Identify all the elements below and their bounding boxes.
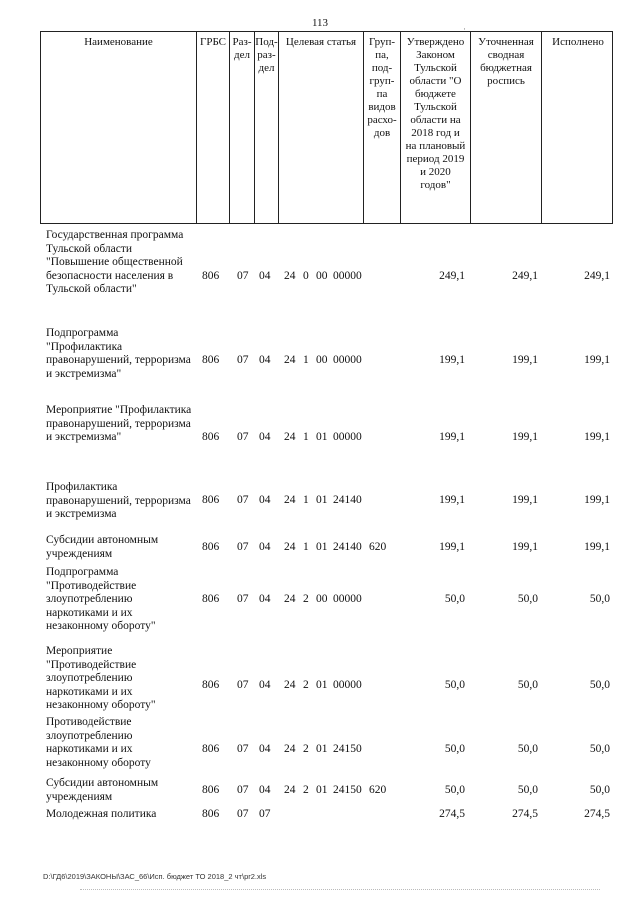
header-approved: Утверждено Законом Тульской области "О бюджете Тульской области на 2018 год и на плановый период 2019 и 2020 годов" (400, 32, 470, 223)
cell-refined: 199,1 (512, 431, 538, 443)
row-name: Мероприятие "Профилактика правонарушений, терроризма и экстремизма" (46, 404, 192, 443)
cell-grbs: 806 (202, 270, 220, 282)
cell-grbs: 806 (202, 494, 220, 506)
cell-refined: 199,1 (512, 541, 538, 553)
cell-rz: 07 (237, 784, 249, 796)
header-grbs: ГРБС (196, 32, 229, 223)
cell-refined: 50,0 (517, 593, 538, 605)
cell-cs1: 24 (284, 431, 296, 443)
cell-executed: 249,1 (584, 270, 610, 282)
cell-executed: 50,0 (589, 743, 610, 755)
cell-pr: 04 (259, 679, 271, 691)
row-name: Подпрограмма "Противодействие злоупотреблению наркотиками и их незаконному обороту" (46, 566, 156, 632)
cell-pr: 04 (259, 270, 271, 282)
cell-rz: 07 (237, 494, 249, 506)
cell-cs4: 24140 (333, 541, 362, 553)
cell-cs4: 24150 (333, 743, 362, 755)
row-name: Субсидии автономным учреждениям (46, 777, 159, 803)
header-target-article: Целевая статья (278, 32, 363, 223)
cell-cs3: 00 (316, 270, 328, 282)
cell-cs3: 00 (316, 593, 328, 605)
cell-cs4: 00000 (333, 354, 362, 366)
cell-grbs: 806 (202, 784, 220, 796)
cell-pr: 07 (259, 808, 271, 820)
cell-grbs: 806 (202, 808, 220, 820)
table-header (40, 31, 613, 224)
cell-pr: 04 (259, 541, 271, 553)
cell-cs3: 00 (316, 354, 328, 366)
cell-cs4: 00000 (333, 270, 362, 282)
cell-rz: 07 (237, 679, 249, 691)
cell-cs3: 01 (316, 541, 328, 553)
footer-file-path: D:\ГД6\2019\ЗАКОНЫ\ЗАС_66\Исп. бюджет ТО 2018_2 чт\pr2.xls (43, 872, 267, 881)
cell-approved: 50,0 (444, 784, 465, 796)
header-razdel: Раз- дел (229, 32, 254, 223)
cell-approved: 249,1 (439, 270, 465, 282)
cell-pr: 04 (259, 743, 271, 755)
row-name: Государственная программа Тульской области "Повышение общественной безопасности населения в Тульской области" (46, 229, 184, 295)
cell-pr: 04 (259, 354, 271, 366)
cell-refined: 199,1 (512, 494, 538, 506)
cell-rz: 07 (237, 541, 249, 553)
cell-cs2: 2 (303, 679, 309, 691)
cell-cs2: 2 (303, 593, 309, 605)
cell-executed: 199,1 (584, 431, 610, 443)
cell-cs2: 2 (303, 784, 309, 796)
cell-rz: 07 (237, 270, 249, 282)
cell-cs1: 24 (284, 354, 296, 366)
cell-approved: 199,1 (439, 354, 465, 366)
page-number: 113 (311, 17, 329, 29)
cell-cs3: 01 (316, 679, 328, 691)
cell-cs2: 1 (303, 354, 309, 366)
footer-rule (80, 889, 600, 890)
cell-cs1: 24 (284, 679, 296, 691)
header-executed: Исполнено (541, 32, 614, 223)
cell-cs1: 24 (284, 593, 296, 605)
cell-grbs: 806 (202, 354, 220, 366)
cell-refined: 274,5 (512, 808, 538, 820)
cell-vr: 620 (369, 541, 387, 553)
row-name: Субсидии автономным учреждениям (46, 534, 159, 560)
cell-vr: 620 (369, 784, 387, 796)
cell-executed: 199,1 (584, 541, 610, 553)
cell-cs1: 24 (284, 743, 296, 755)
cell-cs4: 24150 (333, 784, 362, 796)
cell-executed: 199,1 (584, 354, 610, 366)
cell-cs3: 01 (316, 431, 328, 443)
cell-grbs: 806 (202, 679, 220, 691)
cell-executed: 50,0 (589, 679, 610, 691)
header-name: Наименование (84, 36, 153, 48)
cell-rz: 07 (237, 743, 249, 755)
cell-cs1: 24 (284, 784, 296, 796)
cell-cs1: 24 (284, 494, 296, 506)
cell-executed: 50,0 (589, 593, 610, 605)
cell-pr: 04 (259, 431, 271, 443)
cell-approved: 199,1 (439, 431, 465, 443)
cell-refined: 199,1 (512, 354, 538, 366)
row-name: Профилактика правонарушений, терроризма и экстремизма (46, 481, 191, 520)
cell-grbs: 806 (202, 541, 220, 553)
header-podrazdel: Под- раз- дел (254, 32, 278, 223)
cell-approved: 50,0 (444, 593, 465, 605)
row-name: Подпрограмма "Профилактика правонарушений, терроризма и экстремизма" (46, 327, 191, 380)
cell-cs4: 00000 (333, 431, 362, 443)
cell-executed: 274,5 (584, 808, 610, 820)
cell-cs3: 01 (316, 743, 328, 755)
cell-refined: 249,1 (512, 270, 538, 282)
cell-rz: 07 (237, 593, 249, 605)
cell-grbs: 806 (202, 431, 220, 443)
cell-rz: 07 (237, 354, 249, 366)
header-refined: Уточненная сводная бюджетная роспись (470, 32, 541, 223)
cell-cs4: 00000 (333, 679, 362, 691)
cell-cs1: 24 (284, 270, 296, 282)
cell-rz: 07 (237, 431, 249, 443)
cell-pr: 04 (259, 494, 271, 506)
cell-cs1: 24 (284, 541, 296, 553)
cell-cs2: 1 (303, 431, 309, 443)
cell-cs4: 00000 (333, 593, 362, 605)
cell-approved: 199,1 (439, 494, 465, 506)
cell-executed: 199,1 (584, 494, 610, 506)
cell-grbs: 806 (202, 593, 220, 605)
cell-grbs: 806 (202, 743, 220, 755)
cell-executed: 50,0 (589, 784, 610, 796)
cell-refined: 50,0 (517, 784, 538, 796)
cell-cs2: 1 (303, 494, 309, 506)
cell-cs2: 1 (303, 541, 309, 553)
cell-cs2: 2 (303, 743, 309, 755)
row-name: Мероприятие "Противодействие злоупотреблению наркотиками и их незаконному обороту" (46, 645, 156, 711)
cell-approved: 50,0 (444, 743, 465, 755)
row-name: Молодежная политика (46, 808, 157, 820)
cell-rz: 07 (237, 808, 249, 820)
cell-cs3: 01 (316, 784, 328, 796)
cell-approved: 274,5 (439, 808, 465, 820)
row-name: Противодействие злоупотреблению наркотиками и их незаконному обороту (46, 716, 151, 769)
header-expense-group: Груп- па, под- груп- па видов расхо- дов (363, 32, 400, 223)
cell-cs4: 24140 (333, 494, 362, 506)
cell-pr: 04 (259, 784, 271, 796)
cell-refined: 50,0 (517, 743, 538, 755)
cell-approved: 50,0 (444, 679, 465, 691)
scan-mark: · (463, 24, 466, 34)
cell-refined: 50,0 (517, 679, 538, 691)
cell-cs3: 01 (316, 494, 328, 506)
cell-approved: 199,1 (439, 541, 465, 553)
cell-cs2: 0 (303, 270, 309, 282)
cell-pr: 04 (259, 593, 271, 605)
